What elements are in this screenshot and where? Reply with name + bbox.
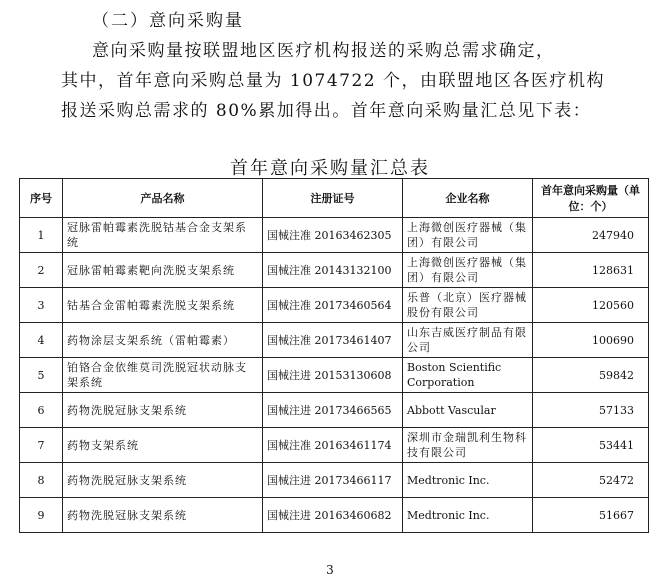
header-product: 产品名称 (63, 179, 263, 218)
paragraph-line-3: 报送采购总需求的 80%累加得出。首年意向采购量汇总见下表： (61, 101, 592, 121)
row-qty: 57133 (533, 393, 649, 428)
table-row (20, 323, 649, 358)
row-product: 铂铬合金依维莫司洗脱冠状动脉支架系统 (63, 358, 263, 393)
row-reg: 国械注进 20163460682 (263, 498, 403, 533)
row-company: Boston Scientific Corporation (403, 358, 533, 393)
row-no: 7 (20, 428, 63, 463)
header-qty: 首年意向采购量（单位：个） (533, 179, 649, 218)
row-company: 上海微创医疗器械（集团）有限公司 (403, 253, 533, 288)
row-reg: 国械注准 20163461174 (263, 428, 403, 463)
row-product: 冠脉雷帕霉素洗脱钴基合金支架系统 (63, 218, 263, 253)
row-product: 药物洗脱冠脉支架系统 (63, 393, 263, 428)
row-qty: 52472 (533, 463, 649, 498)
row-no: 4 (20, 323, 63, 358)
row-reg: 国械注进 20173466565 (263, 393, 403, 428)
table-row (20, 393, 649, 428)
row-company: Abbott Vascular (403, 393, 533, 428)
row-qty: 128631 (533, 253, 649, 288)
row-product: 药物洗脱冠脉支架系统 (63, 463, 263, 498)
row-qty: 120560 (533, 288, 649, 323)
table-row (20, 358, 649, 393)
intro-paragraph (0, 36, 660, 126)
row-no: 3 (20, 288, 63, 323)
table-title: 首年意向采购量汇总表 (230, 158, 430, 179)
row-company: 乐普（北京）医疗器械股份有限公司 (403, 288, 533, 323)
row-qty: 59842 (533, 358, 649, 393)
row-company: 山东吉威医疗制品有限公司 (403, 323, 533, 358)
table-row (20, 498, 649, 533)
row-company: 深圳市金瑞凯利生物科技有限公司 (403, 428, 533, 463)
table-header-row (20, 179, 649, 218)
row-qty: 100690 (533, 323, 649, 358)
row-company: Medtronic Inc. (403, 463, 533, 498)
row-no: 1 (20, 218, 63, 253)
row-no: 2 (20, 253, 63, 288)
row-qty: 51667 (533, 498, 649, 533)
header-company: 企业名称 (403, 179, 533, 218)
row-no: 9 (20, 498, 63, 533)
table-row (20, 288, 649, 323)
section-heading: （二）意向采购量 (92, 11, 244, 31)
row-reg: 国械注进 20173466117 (263, 463, 403, 498)
row-product: 冠脉雷帕霉素靶向洗脱支架系统 (63, 253, 263, 288)
row-reg: 国械注进 20153130608 (263, 358, 403, 393)
row-product: 药物支架系统 (63, 428, 263, 463)
row-reg: 国械注准 20143132100 (263, 253, 403, 288)
row-qty: 53441 (533, 428, 649, 463)
procurement-table (19, 178, 649, 533)
table-row (20, 428, 649, 463)
row-reg: 国械注准 20173461407 (263, 323, 403, 358)
header-reg: 注册证号 (263, 179, 403, 218)
page-number: 3 (326, 563, 334, 577)
row-reg: 国械注准 20163462305 (263, 218, 403, 253)
row-qty: 247940 (533, 218, 649, 253)
table-row (20, 253, 649, 288)
table-row (20, 218, 649, 253)
row-company: Medtronic Inc. (403, 498, 533, 533)
header-no: 序号 (20, 179, 63, 218)
row-product: 药物洗脱冠脉支架系统 (63, 498, 263, 533)
row-company: 上海微创医疗器械（集团）有限公司 (403, 218, 533, 253)
row-no: 5 (20, 358, 63, 393)
row-reg: 国械注准 20173460564 (263, 288, 403, 323)
row-no: 8 (20, 463, 63, 498)
row-product: 钴基合金雷帕霉素洗脱支架系统 (63, 288, 263, 323)
row-product: 药物涂层支架系统（雷帕霉素） (63, 323, 263, 358)
paragraph-line-1: 意向采购量按联盟地区医疗机构报送的采购总需求确定， (92, 41, 555, 61)
paragraph-line-2: 其中，首年意向采购总量为 1074722 个，由联盟地区各医疗机构 (61, 71, 606, 91)
table-row (20, 463, 649, 498)
row-no: 6 (20, 393, 63, 428)
